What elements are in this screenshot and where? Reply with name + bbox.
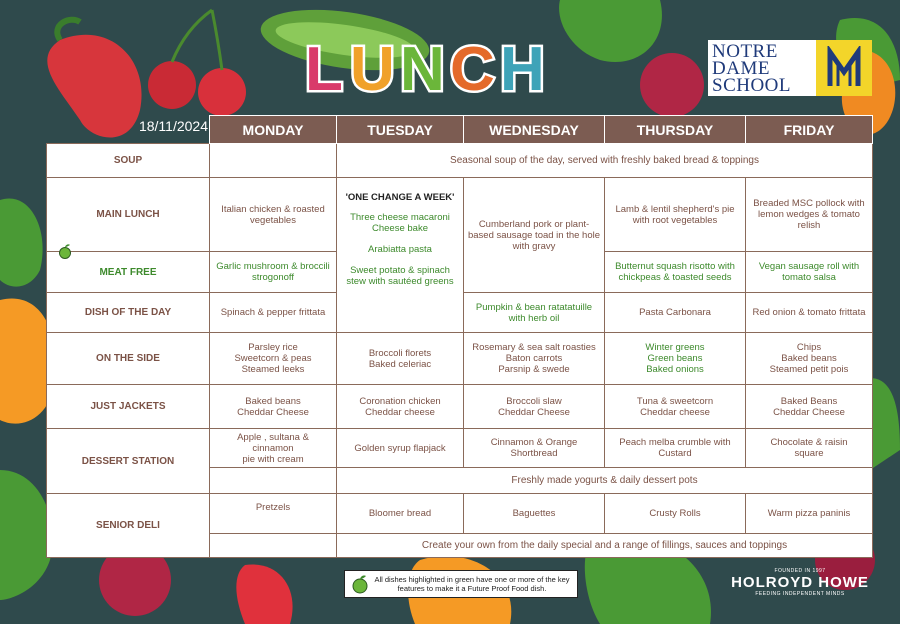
- legend-apple-icon: [349, 573, 371, 595]
- school-logo: [708, 40, 872, 96]
- menu-table: [46, 115, 873, 558]
- dish-wednesday: Pumpkin & bean ratatatuille with herb oil: [464, 293, 605, 333]
- on-the-side-row: [47, 333, 873, 385]
- tuesday-special-item: Arabiatta pasta: [368, 244, 432, 255]
- side-thursday: Winter greens Green beans Baked onions: [605, 333, 746, 385]
- main-friday: Breaded MSC pollock with lemon wedges & tomato relish: [746, 178, 873, 252]
- day-header-wednesday: WEDNESDAY: [464, 116, 605, 144]
- menu-date: 18/11/2024: [138, 118, 208, 134]
- header-corner: [47, 116, 210, 144]
- deli-monday: Pretzels: [210, 494, 337, 534]
- jackets-tuesday: Coronation chicken Cheddar cheese: [337, 385, 464, 429]
- main-wednesday: Cumberland pork or plant-based sausage toad in the hole with gravy: [464, 178, 605, 293]
- row-label-main-lunch: MAIN LUNCH: [47, 178, 210, 252]
- main-thursday: Lamb & lentil shepherd's pie with root vegetables: [605, 178, 746, 252]
- row-label-dessert-station: DESSERT STATION: [47, 429, 210, 494]
- dish-thursday: Pasta Carbonara: [605, 293, 746, 333]
- row-label-just-jackets: JUST JACKETS: [47, 385, 210, 429]
- tuesday-special-item: Sweet potato & spinach stew with sautéed greens: [346, 265, 454, 287]
- row-label-on-the-side: ON THE SIDE: [47, 333, 210, 385]
- row-label-soup: SOUP: [47, 144, 210, 178]
- lunch-title: [300, 30, 570, 100]
- dessert-thursday: Peach melba crumble with Custard: [605, 429, 746, 468]
- caterer-name: HOLROYD HOWE: [731, 574, 869, 591]
- title-letter-l: L: [305, 35, 343, 100]
- day-header-row: [47, 116, 873, 144]
- side-wednesday: Rosemary & sea salt roasties Baton carrots Parsnip & swede: [464, 333, 605, 385]
- tuesday-special-heading: 'ONE CHANGE A WEEK': [345, 192, 455, 203]
- jackets-thursday: Tuna & sweetcorn Cheddar cheese: [605, 385, 746, 429]
- deli-all-monday: [210, 534, 337, 558]
- tuesday-special: [337, 178, 464, 333]
- meatfree-friday: Vegan sausage roll with tomato salsa: [746, 252, 873, 293]
- dessert-wednesday: Cinnamon & Orange Shortbread: [464, 429, 605, 468]
- day-header-thursday: THURSDAY: [605, 116, 746, 144]
- jackets-friday: Baked Beans Cheddar Cheese: [746, 385, 873, 429]
- legend-text: All dishes highlighted in green have one or more of the key features to make it a Future Proof Food dish.: [374, 575, 570, 593]
- title-letter-c: C: [450, 35, 495, 100]
- just-jackets-row: [47, 385, 873, 429]
- jackets-monday: Baked beans Cheddar Cheese: [210, 385, 337, 429]
- tuesday-special-item: Three cheese macaroni Cheese bake: [350, 212, 450, 234]
- dessert-row: [47, 429, 873, 468]
- dessert-monday: Apple , sultana & cinnamon pie with cream: [210, 429, 337, 468]
- soup-row: [47, 144, 873, 178]
- title-letter-n: N: [400, 35, 445, 100]
- school-crest-icon: [816, 40, 872, 96]
- deli-wednesday: Baguettes: [464, 494, 605, 534]
- title-letter-h: H: [500, 35, 545, 100]
- soup-monday: [210, 144, 337, 178]
- day-header-tuesday: TUESDAY: [337, 116, 464, 144]
- future-proof-legend: [344, 570, 578, 598]
- dish-monday: Spinach & pepper frittata: [210, 293, 337, 333]
- caterer-logo: [730, 568, 870, 597]
- row-label-meat-free: MEAT FREE: [47, 252, 210, 293]
- day-header-monday: MONDAY: [210, 116, 337, 144]
- meatfree-thursday: Butternut squash risotto with chickpeas & toasted seeds: [605, 252, 746, 293]
- main-monday: Italian chicken & roasted vegetables: [210, 178, 337, 252]
- caterer-subline: FEEDING INDEPENDENT MINDS: [755, 591, 845, 597]
- soup-all-days: Seasonal soup of the day, served with freshly baked bread & toppings: [337, 144, 873, 178]
- row-label-dish-of-the-day: DISH OF THE DAY: [47, 293, 210, 333]
- title-letter-u: U: [350, 35, 395, 100]
- deli-tuesday: Bloomer bread: [337, 494, 464, 534]
- dessert-friday: Chocolate & raisin square: [746, 429, 873, 468]
- meatfree-monday: Garlic mushroom & broccili strogonoff: [210, 252, 337, 293]
- dessert-all-monday: [210, 468, 337, 494]
- strawberry-icon: [236, 564, 292, 624]
- school-logo-text: NOTRE DAME SCHOOL: [712, 40, 792, 96]
- side-monday: Parsley rice Sweetcorn & peas Steamed leeks: [210, 333, 337, 385]
- caterer-tagline: FOUNDED IN 1997: [774, 568, 826, 574]
- future-proof-apple-icon: [57, 243, 73, 259]
- dessert-tuesday: Golden syrup flapjack: [337, 429, 464, 468]
- row-label-senior-deli: SENIOR DELI: [47, 494, 210, 558]
- day-header-friday: FRIDAY: [746, 116, 873, 144]
- side-friday: Chips Baked beans Steamed petit pois: [746, 333, 873, 385]
- side-tuesday: Broccoli florets Baked celeriac: [337, 333, 464, 385]
- senior-deli-row: [47, 494, 873, 534]
- deli-friday: Warm pizza paninis: [746, 494, 873, 534]
- jackets-wednesday: Broccoli slaw Cheddar Cheese: [464, 385, 605, 429]
- cherries-icon: [148, 10, 246, 116]
- dish-friday: Red onion & tomato frittata: [746, 293, 873, 333]
- deli-thursday: Crusty Rolls: [605, 494, 746, 534]
- main-lunch-row: [47, 178, 873, 252]
- deli-all-days: Create your own from the daily special and a range of fillings, sauces and toppings: [337, 534, 873, 558]
- dessert-all-days: Freshly made yogurts & daily dessert pots: [337, 468, 873, 494]
